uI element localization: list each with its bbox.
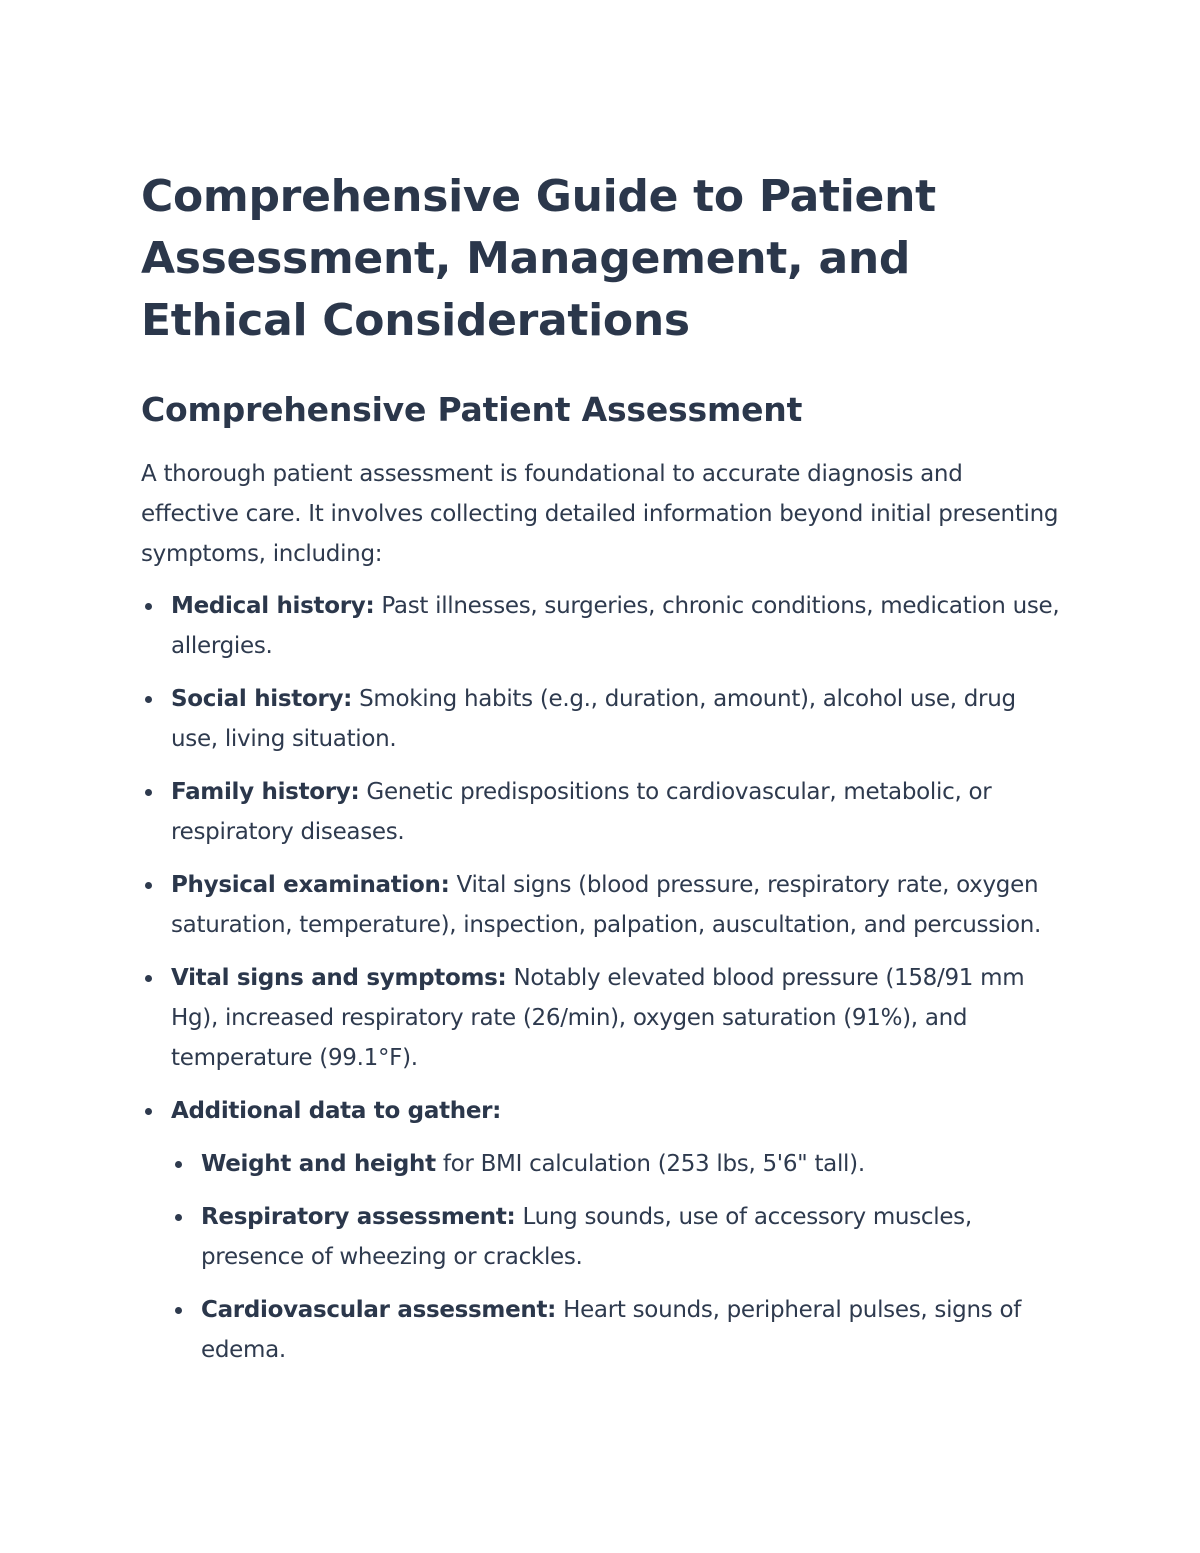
list-item-family-history [141, 772, 1060, 852]
item-text: Vital signs (blood pressure, respiratory rate, oxygen saturation, temperature), inspection, palpation, auscultation, and percussion. [171, 872, 1042, 938]
assessment-list [141, 586, 1060, 1370]
list-item-vital-signs [141, 958, 1060, 1078]
list-item-medical-history [141, 586, 1060, 666]
item-label: Physical examination: [171, 872, 450, 898]
document-title: Comprehensive Guide to Patient Assessment, Management, and Ethical Considerations [141, 171, 936, 346]
item-label: Medical history: [171, 593, 375, 619]
list-item-social-history [141, 679, 1060, 759]
sub-item-label: Weight and height [201, 1151, 436, 1177]
item-label: Social history: [171, 686, 353, 712]
sub-item-text: Lung sounds, use of accessory muscles, presence of wheezing or crackles. [201, 1204, 972, 1270]
section-heading: Comprehensive Patient Assessment [141, 390, 803, 429]
sub-item-cardiovascular [171, 1290, 1060, 1370]
item-label: Family history: [171, 779, 360, 805]
intro-paragraph: A thorough patient assessment is foundational to accurate diagnosis and effective care. It involves collecting detailed information beyond initial presenting symptoms, including: [141, 461, 1059, 567]
item-text: Smoking habits (e.g., duration, amount), alcohol use, drug use, living situation. [171, 686, 1016, 752]
item-label: Additional data to gather: [171, 1098, 502, 1124]
item-text: Notably elevated blood pressure (158/91 mm Hg), increased respiratory rate (26/min), oxygen saturation (91%), and temperature (99.1°F). [171, 965, 1025, 1071]
item-label: Vital signs and symptoms: [171, 965, 507, 991]
sub-item-respiratory [171, 1197, 1060, 1277]
sub-item-label: Respiratory assessment: [201, 1204, 516, 1230]
list-item-additional-data [141, 1091, 1060, 1370]
sub-item-text: Heart sounds, peripheral pulses, signs of edema. [201, 1297, 1022, 1363]
sub-item-text: for BMI calculation (253 lbs, 5'6" tall). [435, 1151, 865, 1177]
additional-data-list [171, 1144, 1060, 1370]
item-text: Past illnesses, surgeries, chronic conditions, medication use, allergies. [171, 593, 1060, 659]
list-item-physical-examination [141, 865, 1060, 945]
sub-item-label: Cardiovascular assessment: [201, 1297, 557, 1323]
item-text: Genetic predispositions to cardiovascular, metabolic, or respiratory diseases. [171, 779, 992, 845]
sub-item-weight-height [171, 1144, 1060, 1184]
